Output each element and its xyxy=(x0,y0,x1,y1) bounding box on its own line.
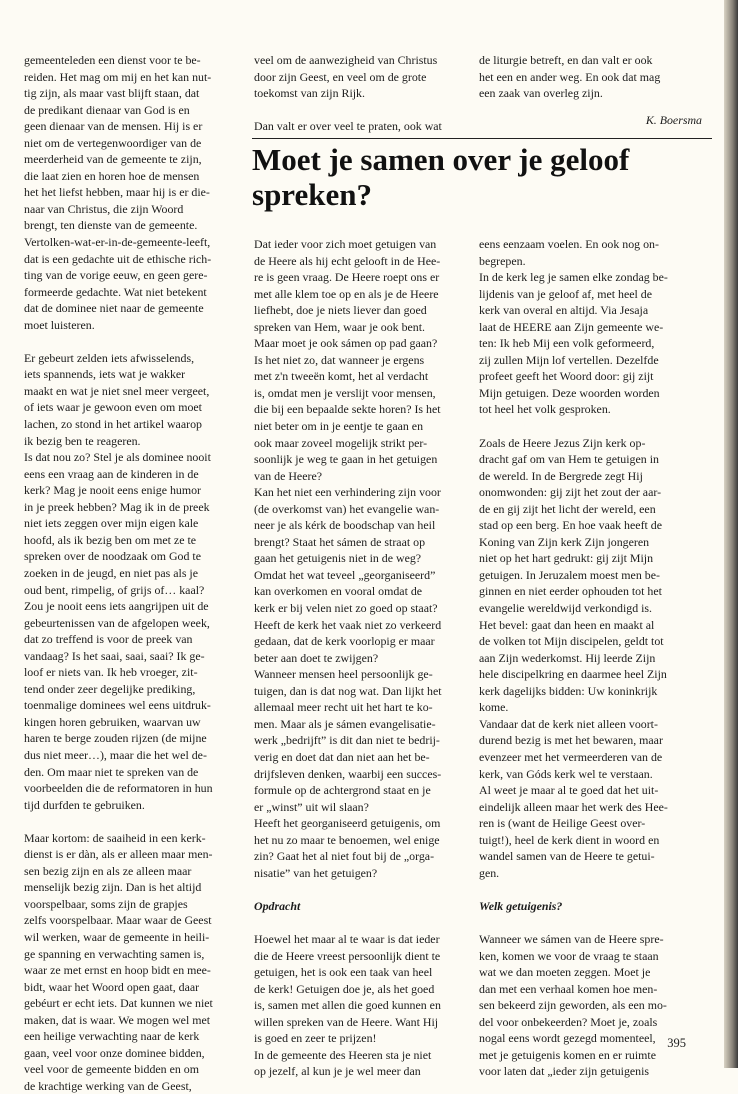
text-line: gedaan, dat de kerk voorlopig er maar xyxy=(254,634,435,649)
text-line: evangelie wereldwijd verkondigd is. xyxy=(479,601,653,616)
text-line: re is geen vraag. De Heere roept ons er xyxy=(254,270,440,285)
text-line: liefhebt, doe je niets liever dan goed xyxy=(254,303,427,318)
text-line: op jezelf, al kun je je wel meer dan xyxy=(254,1064,421,1079)
text-line xyxy=(254,914,468,931)
section-heading: Opdracht xyxy=(254,898,301,913)
text-line: ting van de vorige eeuw, en geen gere- xyxy=(24,268,208,283)
text-line xyxy=(479,418,705,435)
text-line: In de kerk leg je samen elke zondag be- xyxy=(479,270,668,285)
text-line: Zoals de Heere Jezus Zijn kerk op- xyxy=(479,435,646,450)
text-line: met je getuigenis komen en er ruimte xyxy=(479,1047,656,1062)
text-line: begrepen. xyxy=(479,253,526,268)
text-line: profeet geeft het Woord door: gij zijt xyxy=(479,369,654,384)
text-line: formeerde gedachte. Wat niet betekent xyxy=(24,284,207,299)
text-line: dat is een gedachte uit de ethische rich- xyxy=(24,251,212,266)
text-line: kerk, van Góds kerk wel te verstaan. xyxy=(479,766,653,781)
text-line: maakt en wat je niet snel meer vergeet, xyxy=(24,383,210,398)
text-line: formule op de achtergrond staat en je xyxy=(254,783,431,798)
text-line: onomwonden: gij zijt het zout der aar- xyxy=(479,485,662,500)
text-line: men. Maar als je sámen evangelisatie- xyxy=(254,716,436,731)
text-line: kerk dagelijks bidden: Uw koninkrijk xyxy=(479,683,658,698)
text-line: toekomst van zijn Rijk. xyxy=(254,86,365,101)
author-signature: K. Boersma xyxy=(645,113,702,127)
text-line: de krachtige werking van de Geest, xyxy=(24,1078,192,1093)
text-line xyxy=(254,881,468,898)
text-line xyxy=(479,914,705,931)
text-line: voor laten dat „ieder zijn getuigenis xyxy=(479,1064,650,1079)
text-line: dus niet meer…), maar die het wel de- xyxy=(24,747,207,762)
text-line: voorspelbaar, soms zijn de grapjes xyxy=(24,896,188,911)
text-line: neer je als kérk de boodschap van heil xyxy=(254,518,436,533)
text-line: zoeken in de jeugd, en niet pas als je xyxy=(24,565,199,580)
text-line: spreken van Hem, waar je ook bent. xyxy=(254,319,426,334)
text-line: Heeft het georganiseerd getuigenis, om xyxy=(254,816,441,831)
text-line: drijfsleven denken, waarbij een succes- xyxy=(254,766,442,781)
text-line: gen. xyxy=(479,865,500,880)
article-title: Moet je samen over je geloof spreken? xyxy=(252,142,630,212)
text-line: nisatie” van het getuigen? xyxy=(254,865,378,880)
text-line: dat zo treffend is voor de preek van xyxy=(24,632,193,647)
text-line: hoofd, als ik bezig ben om met ze te xyxy=(24,532,197,547)
text-line: veel om de aanwezigheid van Christus xyxy=(254,53,438,67)
text-line: In de gemeente des Heeren sta je niet xyxy=(254,1047,432,1062)
text-line: de volken tot Mijn discipelen, geldt tot xyxy=(479,634,664,649)
text-line: kome. xyxy=(479,700,509,715)
text-line: ren is (want de Heilige Geest over- xyxy=(479,816,646,831)
text-line: allemaal meer recht uit het hart te ko- xyxy=(254,700,433,715)
text-line: Maar moet je ook sámen op pad gaan? xyxy=(254,336,438,351)
text-line: werk „bedrijft” is dit dan niet te bedrij- xyxy=(254,733,440,748)
text-line: voorbeelden die de reformatoren in hun xyxy=(24,781,213,796)
text-line: maken, dat is waar. We mogen wel met xyxy=(24,1012,211,1027)
text-line: Omdat het wat teveel „georganiseerd” xyxy=(254,567,436,582)
text-line: Er gebeurt zelden iets afwisselends, xyxy=(24,350,195,365)
text-line: menselijk bezig zijn. Dan is het altijd xyxy=(24,880,202,895)
text-line: waar ze met ernst en hoop bidt en mee- xyxy=(24,963,211,978)
text-line xyxy=(479,881,705,898)
text-line: ginnen en niet eerder ophouden tot het xyxy=(479,584,662,599)
text-line: brengt, ten dienste van de gemeente. xyxy=(24,218,198,233)
column-3-continuation xyxy=(479,52,705,102)
text-line: laat de HEERE aan Zijn gemeente we- xyxy=(479,319,664,334)
text-line: het nu zo maar te benoemen, wel enige xyxy=(254,832,440,847)
text-line: niet op het hart gedrukt: gij zijt Mijn xyxy=(479,551,654,566)
text-line: nogal eens wordt gezegd momenteel, xyxy=(479,1031,656,1046)
text-line: gemeenteleden een dienst voor te be- xyxy=(24,53,201,67)
text-line: gebeurtenissen van de afgelopen week, xyxy=(24,615,210,630)
text-line: reiden. Het mag om mij en het kan nut- xyxy=(24,69,212,84)
text-line: spreken over de noodzaak om God te xyxy=(24,549,201,564)
text-line: aan Zijn wederkomst. Hij leerde Zijn xyxy=(479,650,656,665)
text-line: Maar kortom: de saaiheid in een kerk- xyxy=(24,830,206,845)
text-line: ten: Ik heb Mij een volk geformeerd, xyxy=(479,336,655,351)
text-line: Vertolken-wat-er-in-de-gemeente-leeft, xyxy=(24,235,211,250)
text-line: Al weet je maar al te goed dat het uit- xyxy=(479,783,659,798)
text-line: in je preek hebben? Mag ik in de preek xyxy=(24,499,210,514)
text-line: durend bezig is met het bewaren, maar xyxy=(479,733,663,748)
text-line: gaan het getuigenis niet in de weg? xyxy=(254,551,422,566)
text-line: Wanneer mensen heel persoonlijk ge- xyxy=(254,667,433,682)
text-line: tig zijn, als maar vast blijft staan, dat xyxy=(24,86,200,101)
text-line: ook maar zoveel mogelijk strikt per- xyxy=(254,435,428,450)
text-line: evenzeer met het vermeerderen van de xyxy=(479,749,663,764)
text-line: is goed en zeer te prijzen! xyxy=(254,1031,377,1046)
text-line: niet beter om in je eentje te gaan en xyxy=(254,419,424,434)
text-line: wandel samen van de Heere te getui- xyxy=(479,849,655,864)
text-line: tot heel het volk gesproken. xyxy=(479,402,611,417)
text-line: de predikant dienaar van God is en xyxy=(24,102,190,117)
text-line: die laat zien en horen hoe de mensen xyxy=(24,168,200,183)
text-line: Hoewel het maar al te waar is dat ieder xyxy=(254,931,440,946)
text-line: Mijn getuigen. Deze woorden worden xyxy=(479,385,660,400)
text-line: getuigen, het is ook een taak van heel xyxy=(254,965,433,980)
text-line xyxy=(254,102,468,119)
article-divider xyxy=(252,138,712,139)
column-2-continuation xyxy=(254,52,468,135)
text-line: Is het niet zo, dat wanneer je ergens xyxy=(254,352,425,367)
text-line: Koning van Zijn kerk Zijn jongeren xyxy=(479,534,650,549)
text-line: sen bekeerd zijn geworden, als een mo- xyxy=(479,998,667,1013)
text-line: hele discipelkring en daarmee heel Zijn xyxy=(479,667,667,682)
text-line: beter aan doet te zwijgen? xyxy=(254,650,379,665)
text-line: de wereld. In de Bergrede zegt Hij xyxy=(479,468,643,483)
text-line: kerk er bij velen niet zo goed op staat? xyxy=(254,601,438,616)
text-line: lijdenis van je geloof af, met heel de xyxy=(479,286,653,301)
text-line: wil werken, waar de gemeente in heili- xyxy=(24,929,210,944)
text-line: vandaag? Is het saai, saai, saai? Ik ge- xyxy=(24,648,205,663)
text-line: bidt, waar het Woord open gaat, daar xyxy=(24,979,200,994)
text-line: Zou je nooit eens iets aangrijpen uit de xyxy=(24,599,209,614)
text-line: Het bevel: gaat dan heen en maakt al xyxy=(479,617,655,632)
text-line: die de Heere vreest persoonlijk dient te xyxy=(254,948,441,963)
text-line: zin? Gaat het al niet fout bij de „orga- xyxy=(254,849,435,864)
text-line: sen bezig zijn en als ze alleen maar xyxy=(24,863,192,878)
text-line: de en gij zijt het licht der wereld, een xyxy=(479,501,656,516)
text-line: of iets waar je gewoon even om moet xyxy=(24,400,202,415)
text-line: een heilige verwachting naar de kerk xyxy=(24,1029,200,1044)
text-line: er „winst” uit wil slaan? xyxy=(254,799,369,814)
text-line: tend onder zeer degelijke prediking, xyxy=(24,681,196,696)
text-line: het het liefst hebben, maar hij is er die- xyxy=(24,185,210,200)
text-line: veel voor de gemeente bidden en om xyxy=(24,1062,199,1077)
text-line: ik bezig ben te reageren. xyxy=(24,433,141,448)
text-line: den. Om maar niet te spreken van de xyxy=(24,764,199,779)
text-line: niet om de vertegenwoordiger van de xyxy=(24,135,202,150)
text-line: stad op een berg. En hoe vaak heeft de xyxy=(479,518,663,533)
text-line: getuigen. In Jeruzalem moest men be- xyxy=(479,567,660,582)
page-number: 395 xyxy=(667,1036,686,1050)
text-line: is, omdat men je verslijt voor mensen, xyxy=(254,385,436,400)
text-line: dracht gaf om van Hem te getuigen in xyxy=(479,452,659,467)
article-column-2 xyxy=(479,236,705,1080)
text-line: tuigt!), heel de kerk dient in woord en xyxy=(479,832,660,847)
text-line: tijd durfden te gebruiken. xyxy=(24,797,145,812)
text-line: naar van Christus, die zijn Woord xyxy=(24,201,184,216)
text-line: verig en doet dat dan niet aan het be- xyxy=(254,749,430,764)
text-line xyxy=(24,333,242,350)
text-line: zelfs voorspelbaar. Maar waar de Geest xyxy=(24,913,212,928)
text-line: zij zullen Mijn lof vertellen. Dezelfde xyxy=(479,352,659,367)
text-line: door zijn Geest, en veel om de grote xyxy=(254,69,427,84)
text-line: meerderheid van de gemeente te zijn, xyxy=(24,152,202,167)
text-line: is, samen met allen die goed kunnen en xyxy=(254,998,441,1013)
text-line: dan met een verhaal komen hoe men- xyxy=(479,981,658,996)
text-line: willen spreken van de Heere. Want Hij xyxy=(254,1014,439,1029)
text-line: lachen, zo stond in het artikel waarop xyxy=(24,417,202,432)
text-line: Kan het niet een verhindering zijn voor xyxy=(254,485,441,500)
text-line: een zaak van overleg zijn. xyxy=(479,86,603,101)
text-line xyxy=(24,813,242,830)
text-line: de liturgie betreft, en dan valt er ook xyxy=(479,53,653,67)
text-line: Dan valt er over veel te praten, ook wat xyxy=(254,119,442,134)
text-line: kan overkomen en vooral omdat de xyxy=(254,584,423,599)
text-line: Heeft de kerk het vaak niet zo verkeerd xyxy=(254,617,442,632)
text-line: met z'n tweeën komt, het al verdacht xyxy=(254,369,429,384)
text-line: ken, komen we voor de vraag te staan xyxy=(479,948,659,963)
text-line: Wanneer we sámen van de Heere spre- xyxy=(479,931,664,946)
text-line: Vandaar dat de kerk niet alleen voort- xyxy=(479,716,658,731)
text-line: dat de dominee niet naar de gemeente xyxy=(24,301,204,316)
text-line: del voor onbekeerden? Moet je, zoals xyxy=(479,1014,658,1029)
text-line: eens eenzaam voelen. En ook nog on- xyxy=(479,237,659,251)
text-line: van de Heere? xyxy=(254,468,322,483)
text-line: gaan, veel voor onze dominee bidden, xyxy=(24,1045,205,1060)
text-line: de kerk! Getuigen doe je, als het goed xyxy=(254,981,435,996)
text-line: kerk? Mag je nooit eens enige humor xyxy=(24,483,201,498)
text-line: iets spannends, iets wat je wakker xyxy=(24,367,186,382)
text-line: ge spanning en verwachting samen is, xyxy=(24,946,205,961)
text-line: het een en ander weg. En ook dat mag xyxy=(479,69,661,84)
text-line: niet iets zeggen over mijn eigen kale xyxy=(24,516,199,531)
column-1-continuation xyxy=(24,52,242,1094)
article-column-1 xyxy=(254,236,468,1080)
text-line: eindelijk alleen maar het werk des Hee- xyxy=(479,799,668,814)
text-line: die bij een bepaalde sekte horen? Is het xyxy=(254,402,441,417)
text-line: loof er niets van. Ik heb vroeger, zit- xyxy=(24,665,198,680)
text-line: geen dienaar van de mensen. Hij is er xyxy=(24,119,203,134)
text-line: brengt? Staat het sámen de straat op xyxy=(254,534,426,549)
text-line: eens een vraag aan de kinderen in de xyxy=(24,466,199,481)
text-line: Is dat nou zo? Stel je als dominee nooit xyxy=(24,450,211,465)
text-line: dienst is er dàn, als er alleen maar men- xyxy=(24,847,213,862)
text-line: gebéurt er echt iets. Dat kunnen we niet xyxy=(24,996,213,1011)
text-line: oud bent, rimpelig, of grijs of… kaal? xyxy=(24,582,205,597)
text-line: wat we dan moeten zeggen. Moet je xyxy=(479,965,651,980)
section-heading: Welk getuigenis? xyxy=(479,898,563,913)
text-line: kerk van overal en altijd. Via Jesaja xyxy=(479,303,649,318)
text-line: de Heere als hij echt gelooft in de Hee- xyxy=(254,253,441,268)
text-line: haren te berge zouden rijzen (de mijne xyxy=(24,731,207,746)
text-line: kingen horen gebruiken, waarvan uw xyxy=(24,714,201,729)
text-line: toenmalige dominees wel eens uitdruk- xyxy=(24,698,211,713)
text-line: Dat ieder voor zich moet getuigen van xyxy=(254,237,437,251)
text-line: soonlijk je weg te gaan in het getuigen xyxy=(254,452,438,467)
text-line: tuigen, dan is dat nog wat. Dan lijkt het xyxy=(254,683,442,698)
text-line: moet luisteren. xyxy=(24,317,95,332)
text-line: (de overkomst van) het evangelie wan- xyxy=(254,501,440,516)
page-edge xyxy=(724,0,738,1068)
text-line: met alle klem toe op en als je de Heere xyxy=(254,286,439,301)
